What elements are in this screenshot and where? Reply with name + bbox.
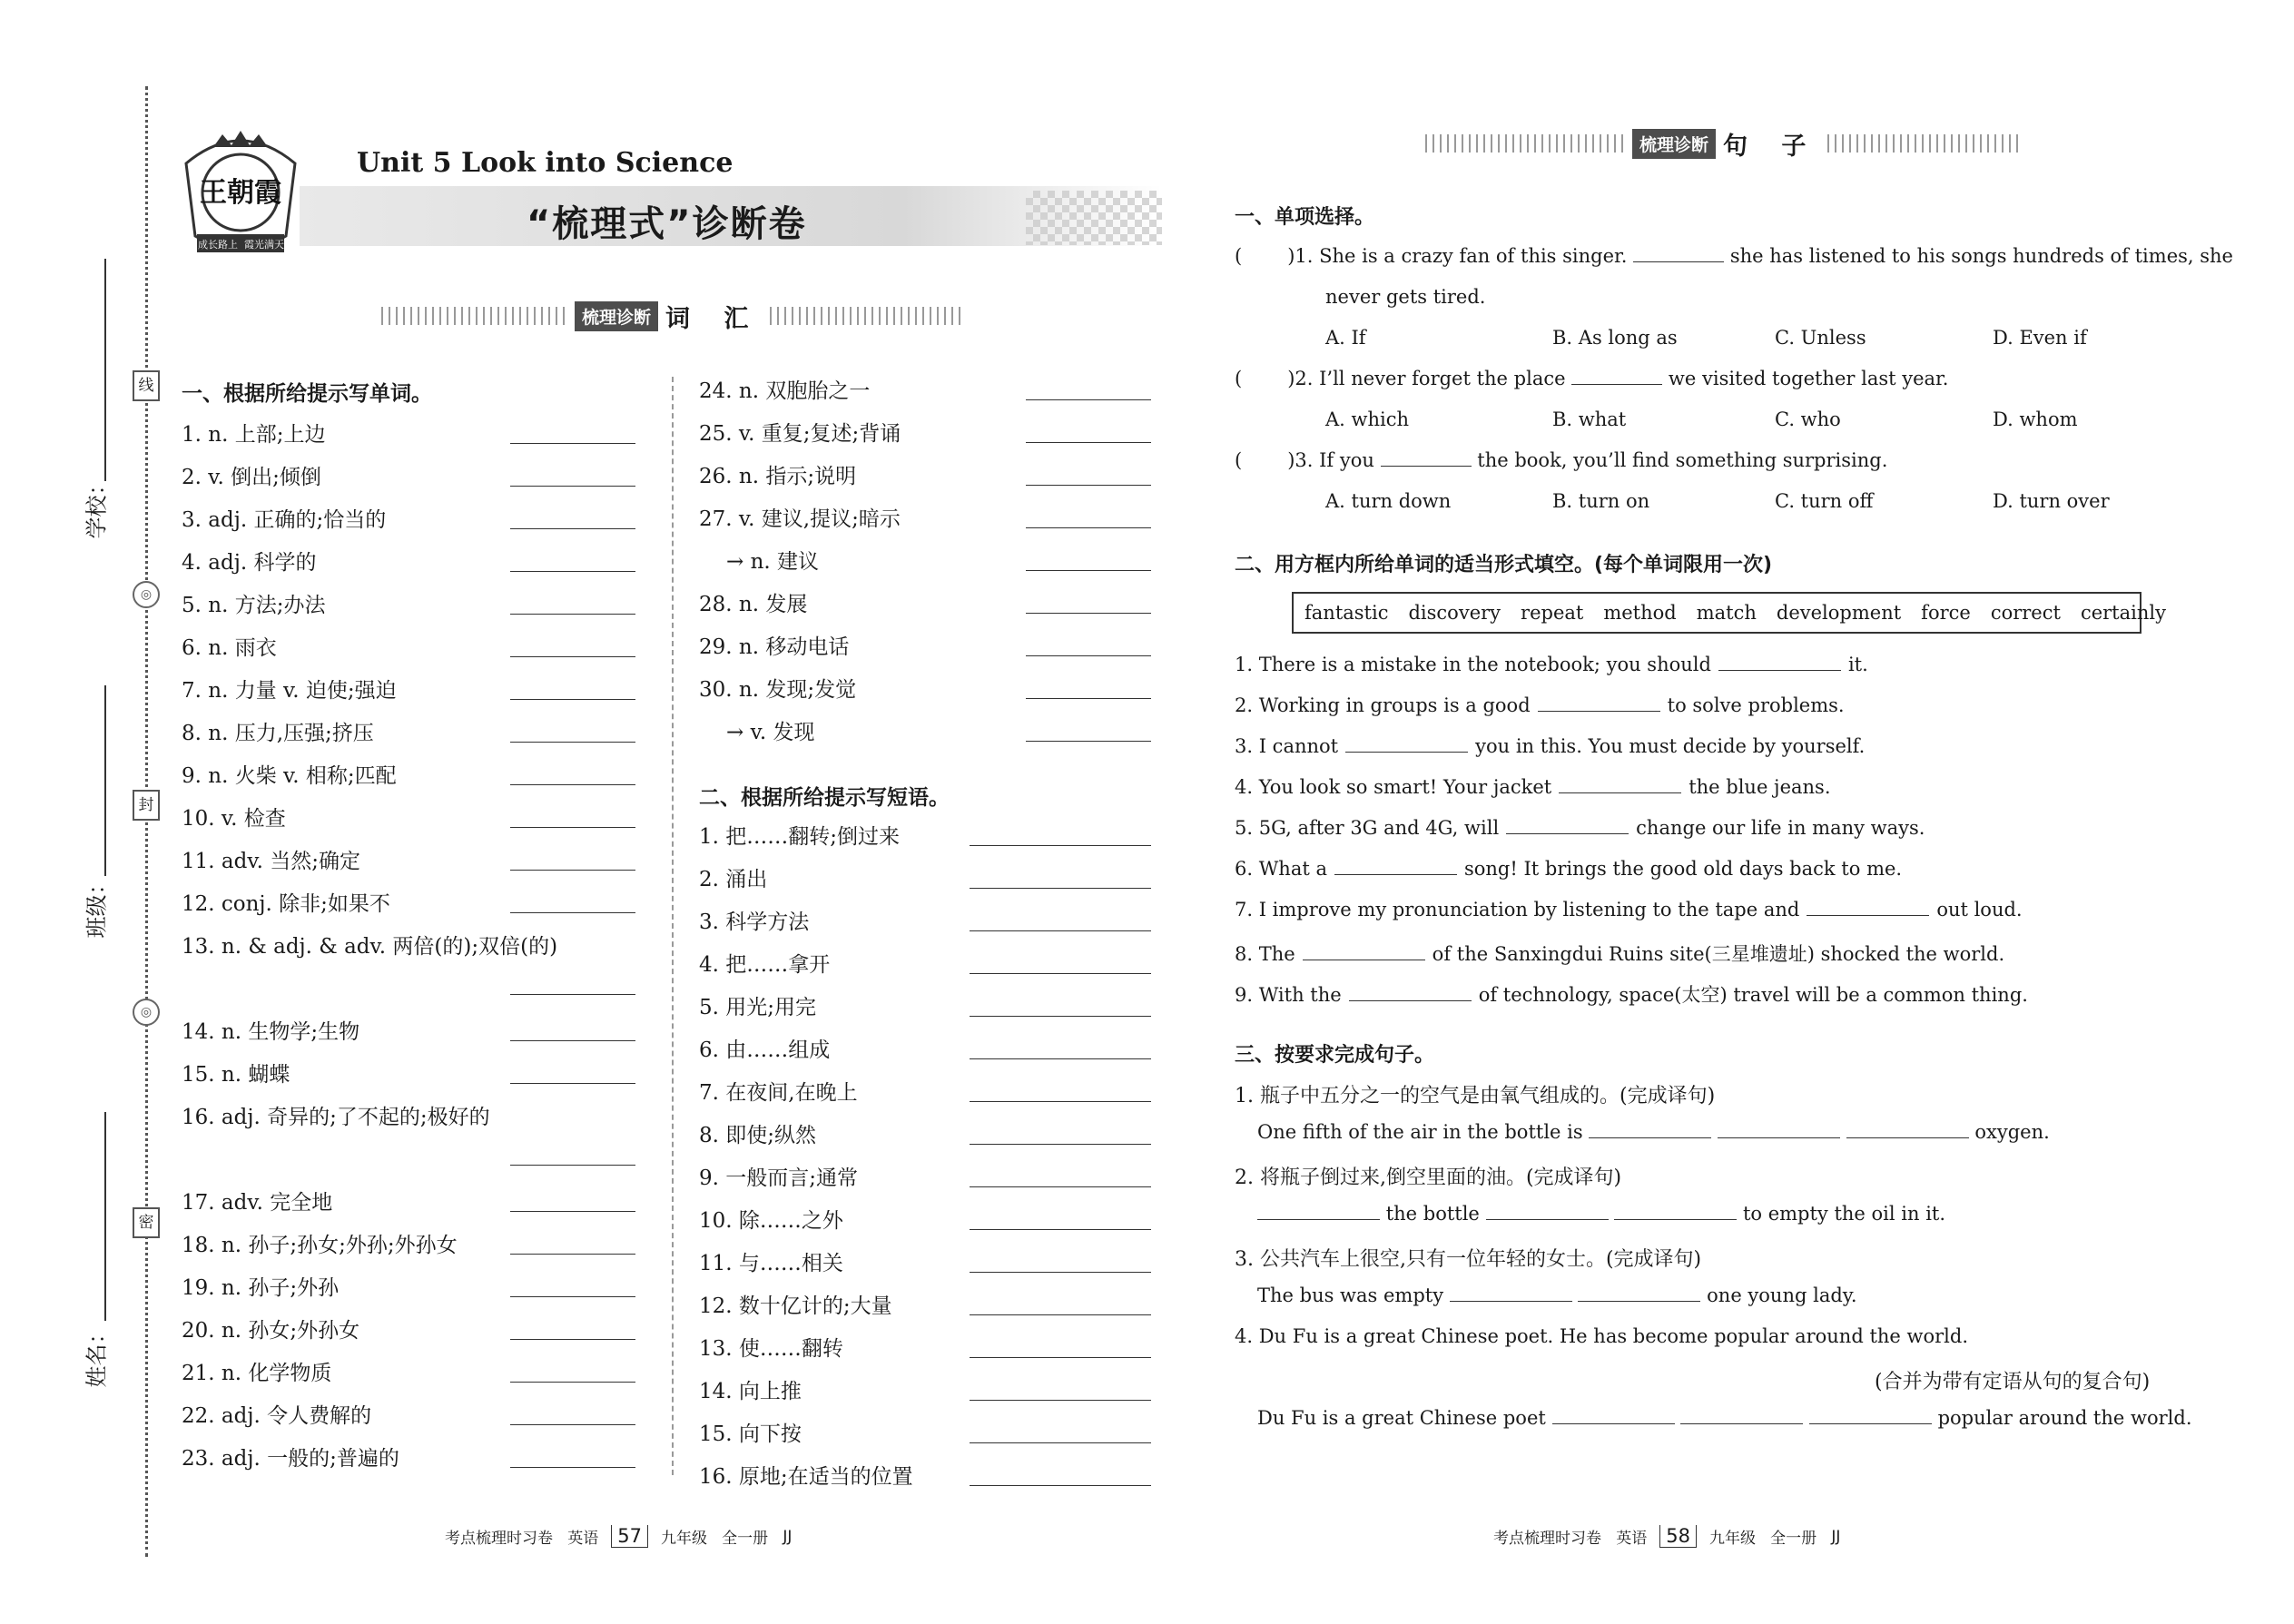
translate-a1: One fifth of the air in the bottle is oxygen.	[1257, 1121, 2050, 1143]
combine-q4: 4. Du Fu is a great Chinese poet. He has become popular around the world.	[1235, 1325, 1969, 1347]
header-ticks	[1425, 134, 1625, 153]
vocab-item: 13. 使……翻转	[699, 1337, 843, 1361]
answer-blank[interactable]	[510, 827, 635, 828]
vocab-item: 19. n. 孙子;外孙	[182, 1276, 340, 1300]
blank[interactable]	[1345, 735, 1468, 753]
answer-blank[interactable]	[510, 1165, 635, 1166]
school-write-line[interactable]	[104, 259, 106, 481]
mc-option[interactable]: D. Even if	[1993, 327, 2087, 349]
footer-edition: JJ	[783, 1527, 793, 1546]
vocab-item: 7. 在夜间,在晚上	[699, 1081, 858, 1105]
blank[interactable]	[1450, 1284, 1572, 1302]
answer-blank[interactable]	[970, 1229, 1151, 1230]
sentence-part1-title: 一、单项选择。	[1235, 206, 1375, 229]
footer-book: 考点梳理时习卷	[1493, 1530, 1601, 1548]
answer-blank[interactable]	[510, 1467, 635, 1468]
fill-sentence: 5. 5G, after 3G and 4G, will change our life in many ways.	[1235, 817, 1925, 839]
fill-sentence: 3. I cannot you in this. You must decide by yourself.	[1235, 735, 1866, 757]
answer-blank[interactable]	[970, 973, 1151, 974]
blank[interactable]	[1589, 1121, 1711, 1138]
vocab-item: 17. adv. 完全地	[182, 1191, 333, 1215]
blank[interactable]	[1381, 449, 1472, 467]
blank[interactable]	[1633, 245, 1724, 262]
answer-blank[interactable]	[970, 930, 1151, 931]
sentence-section-tag: 梳理诊断	[1632, 129, 1716, 159]
vocab-section-heading: 词 汇	[665, 304, 762, 333]
vocab-item: 16. 原地;在适当的位置	[699, 1465, 913, 1489]
answer-blank[interactable]	[1026, 399, 1151, 400]
blank[interactable]	[1718, 1121, 1840, 1138]
answer-blank[interactable]	[510, 486, 635, 487]
mc-question-2: ( )2. I’ll never forget the place we visited together last year.	[1235, 368, 1949, 389]
combine-a4: Du Fu is a great Chinese poet popular around the world.	[1257, 1407, 2192, 1429]
blank[interactable]	[1486, 1203, 1609, 1220]
mc-option[interactable]: A. If	[1325, 327, 1366, 349]
binding-tag-feng: 封	[133, 790, 160, 821]
class-label: 班级：	[84, 872, 110, 939]
vocab-item: 24. n. 双胞胎之一	[699, 379, 871, 403]
name-write-line[interactable]	[104, 1112, 106, 1321]
answer-blank[interactable]	[510, 1382, 635, 1383]
header-ticks	[381, 307, 567, 325]
name-label: 姓名：	[84, 1322, 110, 1388]
answer-blank[interactable]	[1026, 485, 1151, 486]
mc-option[interactable]: D. whom	[1993, 408, 2078, 430]
answer-blank[interactable]	[510, 699, 635, 700]
binding-tag-mi: 密	[133, 1207, 160, 1238]
vocab-item: 12. conj. 除非;如果不	[182, 892, 390, 916]
answer-blank[interactable]	[510, 1040, 635, 1041]
vocab-item: 14. n. 生物学;生物	[182, 1020, 360, 1044]
answer-blank[interactable]	[510, 1254, 635, 1255]
answer-blank[interactable]	[510, 742, 635, 743]
answer-blank[interactable]	[510, 1339, 635, 1340]
page-number: 58	[1659, 1525, 1697, 1548]
answer-blank[interactable]	[1026, 570, 1151, 571]
answer-blank[interactable]	[970, 1272, 1151, 1273]
fill-sentence: 1. There is a mistake in the notebook; you should it.	[1235, 654, 1868, 675]
binding-circle-icon: ◎	[133, 581, 160, 608]
translate-a3: The bus was empty one young lady.	[1257, 1284, 1857, 1306]
answer-blank[interactable]	[970, 1357, 1151, 1358]
fill-sentence: 6. What a song! It brings the good old days back to me.	[1235, 858, 1903, 880]
mc-question-1: ( )1. She is a crazy fan of this singer. she has listened to his songs hundreds of times, she	[1235, 245, 2233, 267]
brand-name: 王朝霞	[200, 177, 281, 209]
vocab-item: 15. n. 蝴蝶	[182, 1063, 290, 1087]
blank[interactable]	[1807, 899, 1929, 916]
brand-logo	[177, 127, 304, 263]
blank[interactable]	[1257, 1203, 1380, 1220]
vocab-item: 5. n. 方法;办法	[182, 594, 326, 617]
blank[interactable]	[1809, 1407, 1932, 1424]
footer-volume: 全一册	[722, 1530, 769, 1548]
answer-blank[interactable]	[510, 656, 635, 657]
answer-blank[interactable]	[970, 1101, 1151, 1102]
vocab-item: 11. adv. 当然;确定	[182, 850, 360, 873]
answer-blank[interactable]	[970, 1314, 1151, 1315]
column-divider	[672, 377, 674, 1475]
blank[interactable]	[1614, 1203, 1737, 1220]
mc-option[interactable]: A. which	[1325, 408, 1410, 430]
blank[interactable]	[1571, 368, 1662, 385]
answer-blank[interactable]	[1026, 527, 1151, 528]
vocab-section-tag: 梳理诊断	[575, 301, 658, 331]
blank[interactable]	[1303, 943, 1425, 960]
blank[interactable]	[1334, 858, 1457, 875]
vocab-item: 5. 用光;用完	[699, 996, 817, 1019]
answer-blank[interactable]	[510, 614, 635, 615]
vocab-item: 27. v. 建议,提议;暗示	[699, 507, 901, 531]
vocab-item: 18. n. 孙子;孙女;外孙;外孙女	[182, 1234, 458, 1257]
vocab-item: 9. n. 火柴 v. 相称;匹配	[182, 764, 397, 788]
unit-title: Unit 5 Look into Science	[357, 147, 733, 179]
word-box	[1292, 592, 2166, 634]
mc-option[interactable]: C. turn off	[1775, 490, 1874, 512]
blank[interactable]	[1718, 654, 1841, 671]
mc-question-1-cont: never gets tired.	[1325, 286, 1486, 308]
footer-subject: 英语	[1616, 1530, 1648, 1548]
sentence-part2-title: 二、用方框内所给单词的适当形式填空。(每个单词限用一次)	[1235, 554, 1773, 576]
vocab-item: 6. 由……组成	[699, 1038, 831, 1062]
combine-q4-note: (合并为带有定语从句的复合句)	[1875, 1371, 2151, 1393]
answer-blank[interactable]	[510, 571, 635, 572]
footer-grade: 九年级	[1708, 1530, 1756, 1548]
answer-blank[interactable]	[970, 845, 1151, 846]
translate-q1: 1. 瓶子中五分之一的空气是由氧气组成的。(完成译句)	[1235, 1085, 1716, 1107]
vocab-item: 10. 除……之外	[699, 1209, 843, 1233]
mc-option[interactable]: B. what	[1552, 408, 1627, 430]
vocab-item: 13. n. & adj. & adv. 两倍(的);双倍(的)	[182, 935, 558, 959]
vocab-item: 21. n. 化学物质	[182, 1362, 332, 1385]
answer-blank[interactable]	[970, 888, 1151, 889]
answer-blank[interactable]	[1026, 442, 1151, 443]
vocab-item: 29. n. 移动电话	[699, 635, 850, 659]
binding-circle-icon: ◎	[133, 999, 160, 1026]
vocab-item: 3. 科学方法	[699, 910, 810, 934]
fill-sentence: 2. Working in groups is a good to solve problems.	[1235, 694, 1845, 716]
blank[interactable]	[1552, 1407, 1675, 1424]
answer-blank[interactable]	[510, 912, 635, 913]
vocab-item: 15. 向下按	[699, 1422, 802, 1446]
translate-a2: the bottle to empty the oil in it.	[1257, 1203, 1945, 1225]
blank[interactable]	[1559, 776, 1681, 793]
answer-blank[interactable]	[970, 1144, 1151, 1145]
answer-blank[interactable]	[510, 994, 635, 995]
blank[interactable]	[1578, 1284, 1700, 1302]
vocab-item: 30. n. 发现;发觉	[699, 678, 857, 702]
blank[interactable]	[1349, 984, 1472, 1001]
translate-q3: 3. 公共汽车上很空,只有一位年轻的女士。(完成译句)	[1235, 1248, 1702, 1271]
fill-sentence: 7. I improve my pronunciation by listening to the tape and out loud.	[1235, 899, 2023, 920]
vocab-item: 7. n. 力量 v. 迫使;强迫	[182, 679, 397, 703]
vocab-item: 4. 把……拿开	[699, 953, 831, 977]
vocab-item: 26. n. 指示;说明	[699, 465, 857, 488]
answer-blank[interactable]	[510, 528, 635, 529]
blank[interactable]	[1538, 694, 1660, 712]
footer-right	[1493, 1525, 1840, 1548]
page-title: “梳理式”诊断卷	[527, 203, 807, 245]
sentence-section-heading: 句 子	[1723, 132, 1819, 161]
vocab-section-header	[381, 300, 965, 332]
sentence-part3-title: 三、按要求完成句子。	[1235, 1044, 1435, 1067]
vocab-item: 10. v. 检查	[182, 807, 286, 831]
mc-option[interactable]: D. turn over	[1993, 490, 2110, 512]
answer-blank[interactable]	[970, 1485, 1151, 1486]
word-box-item: certainly	[2080, 602, 2166, 624]
word-box-item: repeat	[1521, 602, 1584, 624]
translate-q2: 2. 将瓶子倒过来,倒空里面的油。(完成译句)	[1235, 1166, 1622, 1189]
answer-blank[interactable]	[510, 870, 635, 871]
header-ticks	[1827, 134, 2023, 153]
page-number: 57	[611, 1525, 648, 1548]
brand-motto-right: 霞光满天	[244, 239, 284, 251]
word-box-item: development	[1776, 602, 1902, 624]
fill-sentence: 8. The of the Sanxingdui Ruins site(三星堆遗址) shocked the world.	[1235, 943, 2005, 965]
mc-option[interactable]: A. turn down	[1325, 490, 1452, 512]
vocab-item: 9. 一般而言;通常	[699, 1166, 859, 1190]
blank[interactable]	[1846, 1121, 1969, 1138]
school-label: 学校：	[84, 473, 110, 539]
vocab-part2-title: 二、根据所给提示写短语。	[699, 786, 950, 810]
answer-blank[interactable]	[510, 1211, 635, 1212]
vocab-item: 8. 即使;纵然	[699, 1124, 817, 1147]
mc-option[interactable]: C. who	[1775, 408, 1841, 430]
answer-blank[interactable]	[970, 1058, 1151, 1059]
brand-motto-left: 成长路上	[198, 239, 238, 251]
vocab-item: 23. adj. 一般的;普遍的	[182, 1447, 399, 1471]
vocab-item: 16. adj. 奇异的;了不起的;极好的	[182, 1106, 490, 1129]
vocab-item: 2. v. 倒出;倾倒	[182, 466, 321, 489]
mc-option[interactable]: B. As long as	[1552, 327, 1678, 349]
vocab-item: → v. 发现	[726, 721, 815, 744]
vocab-item: 11. 与……相关	[699, 1252, 843, 1275]
answer-blank[interactable]	[970, 1186, 1151, 1187]
blank[interactable]	[1680, 1407, 1803, 1424]
mc-option[interactable]: B. turn on	[1552, 490, 1650, 512]
word-box-item: correct	[1990, 602, 2061, 624]
vocab-item: 25. v. 重复;复述;背诵	[699, 422, 901, 446]
vocab-item: 14. 向上推	[699, 1380, 802, 1403]
header-ticks	[770, 307, 965, 325]
answer-blank[interactable]	[1026, 613, 1151, 614]
sentence-section-header	[1425, 127, 2023, 160]
vocab-item: 4. adj. 科学的	[182, 551, 317, 575]
fill-sentence: 4. You look so smart! Your jacket the blue jeans.	[1235, 776, 1831, 798]
vocab-item: 3. adj. 正确的;恰当的	[182, 508, 387, 532]
word-box-item: discovery	[1408, 602, 1501, 624]
vocab-item: 2. 涌出	[699, 868, 768, 891]
footer-edition: JJ	[1831, 1527, 1841, 1546]
binding-tag-xian: 线	[133, 370, 160, 401]
vocab-item: 20. n. 孙女;外孙女	[182, 1319, 360, 1343]
footer-volume: 全一册	[1770, 1530, 1817, 1548]
vocab-item: 8. n. 压力,压强;挤压	[182, 722, 374, 745]
class-write-line[interactable]	[104, 685, 106, 876]
vocab-item: 6. n. 雨衣	[182, 636, 277, 660]
answer-blank[interactable]	[510, 443, 635, 444]
word-box-item: force	[1921, 602, 1971, 624]
vocab-item: 12. 数十亿计的;大量	[699, 1294, 892, 1318]
answer-blank[interactable]	[1026, 698, 1151, 699]
answer-blank[interactable]	[510, 1296, 635, 1297]
answer-blank[interactable]	[970, 1442, 1151, 1443]
banner-pattern	[1026, 191, 1162, 245]
word-box-item: match	[1696, 602, 1757, 624]
blank[interactable]	[1506, 817, 1629, 834]
answer-blank[interactable]	[1026, 655, 1151, 656]
mc-question-3: ( )3. If you the book, you’ll find something surprising.	[1235, 449, 1888, 471]
vocab-item: → n. 建议	[726, 550, 820, 574]
answer-blank[interactable]	[510, 1424, 635, 1425]
answer-blank[interactable]	[510, 784, 635, 785]
footer-left	[445, 1525, 792, 1548]
vocab-item: 1. 把……翻转;倒过来	[699, 825, 901, 849]
fill-sentence: 9. With the of technology, space(太空) travel will be a common thing.	[1235, 984, 2028, 1006]
answer-blank[interactable]	[1026, 741, 1151, 742]
word-box-item: method	[1603, 602, 1677, 624]
vocab-item: 22. adj. 令人费解的	[182, 1404, 372, 1428]
word-box-item: fantastic	[1305, 602, 1389, 624]
vocab-item: 1. n. 上部;上边	[182, 423, 326, 447]
footer-book: 考点梳理时习卷	[445, 1530, 553, 1548]
answer-blank[interactable]	[510, 1083, 635, 1084]
mc-option[interactable]: C. Unless	[1775, 327, 1866, 349]
binding-dotted-line	[145, 86, 148, 1557]
answer-blank[interactable]	[970, 1016, 1151, 1017]
footer-grade: 九年级	[660, 1530, 707, 1548]
answer-blank[interactable]	[970, 1400, 1151, 1401]
vocab-part1-title: 一、根据所给提示写单词。	[182, 382, 432, 406]
footer-subject: 英语	[567, 1530, 599, 1548]
vocab-item: 28. n. 发展	[699, 593, 808, 616]
